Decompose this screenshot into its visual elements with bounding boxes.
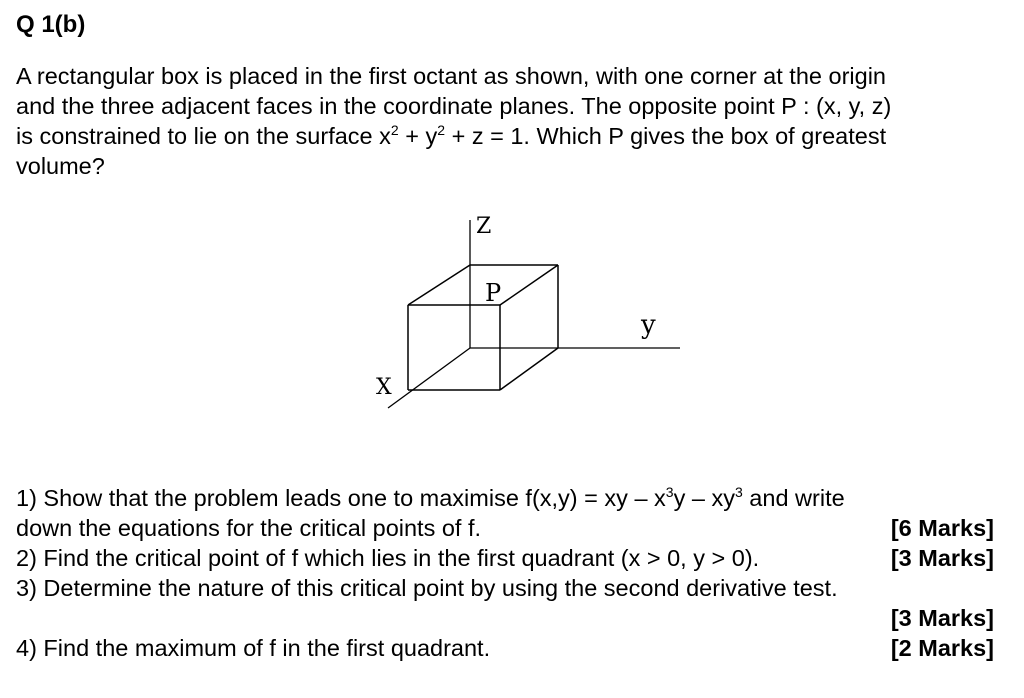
question-text: 4) Find the maximum of f in the first quadrant.	[16, 635, 491, 661]
marks-label: [3 Marks]	[890, 605, 994, 631]
box-edge	[500, 265, 558, 305]
statement-text: + y	[398, 123, 438, 149]
problem-statement	[16, 61, 1006, 181]
y-axis-label: y	[641, 310, 656, 340]
question-4	[16, 633, 994, 663]
marks-label: [3 Marks]	[890, 545, 994, 571]
statement-text: is constrained to lie on the surface x	[16, 123, 391, 149]
box-diagram	[360, 205, 690, 420]
statement-line-4: volume?	[16, 153, 105, 179]
statement-text: + z = 1. Which P gives the box of greatest	[445, 123, 887, 149]
statement-line-1: A rectangular box is placed in the first octant as shown, with one corner at the origin	[16, 63, 886, 89]
box-edge	[500, 348, 558, 390]
statement-line-2: and the three adjacent faces in the coordinate planes. The opposite point P : (x, y, z)	[16, 93, 892, 119]
exponent: 3	[665, 484, 674, 500]
exponent: 2	[390, 122, 399, 138]
question-1-line-2	[16, 513, 994, 543]
question-3-marks-row	[16, 603, 994, 633]
exponent: 2	[437, 122, 446, 138]
question-3	[16, 573, 994, 603]
marks-label: [2 Marks]	[890, 635, 994, 661]
z-axis-label: Z	[476, 214, 492, 239]
exponent: 3	[734, 484, 743, 500]
x-axis-label: X	[376, 375, 392, 400]
x-axis	[388, 348, 470, 408]
question-text: 3) Determine the nature of this critical point by using the second derivative test.	[16, 575, 838, 601]
question-text: and write	[742, 485, 845, 511]
box-edge	[408, 265, 470, 305]
question-heading: Q 1(b)	[16, 11, 86, 38]
marks-label: [6 Marks]	[890, 515, 994, 541]
question-list	[16, 483, 994, 663]
question-2	[16, 543, 994, 573]
question-text: 2) Find the critical point of f which lies in the first quadrant (x > 0, y > 0).	[16, 545, 760, 571]
question-text: y – xy	[673, 485, 735, 511]
question-1-line-1	[16, 483, 994, 513]
question-text: down the equations for the critical points of f.	[16, 515, 482, 541]
question-text: 1) Show that the problem leads one to maximise f(x,y) = xy – x	[16, 485, 666, 511]
statement-line-3	[16, 121, 1006, 151]
point-p-label: P	[485, 279, 502, 307]
